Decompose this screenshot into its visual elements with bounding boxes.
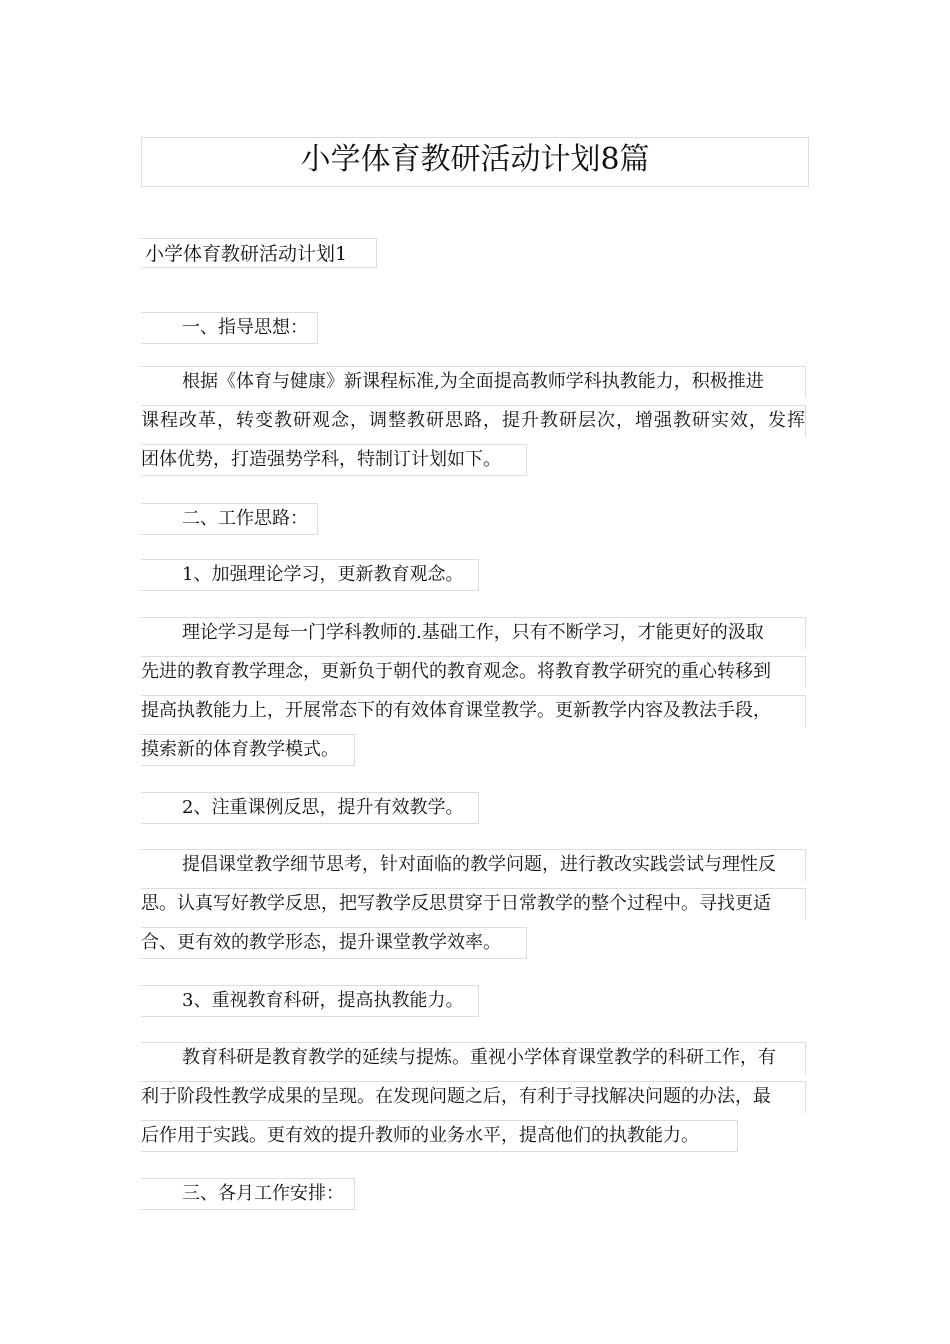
subheading-theory-study: 1、加强理论学习，更新教育观念。 — [141, 559, 479, 591]
heading-work-approach: 二、工作思路： — [141, 503, 318, 535]
paragraph-line: 教育科研是教育教学的延续与提炼。重视小学体育课堂教学的科研工作，有 — [141, 1042, 806, 1074]
paragraph-line: 后作用于实践。更有效的提升教师的业务水平，提高他们的执教能力。 — [141, 1120, 738, 1152]
paragraph-line: 利于阶段性教学成果的呈现。在发现问题之后，有利于寻找解决问题的办法，最 — [141, 1081, 806, 1113]
heading-monthly-schedule: 三、各月工作安排： — [141, 1178, 355, 1210]
paragraph-line: 根据《体育与健康》新课程标准,为全面提高教师学科执教能力，积极推进 — [141, 366, 806, 398]
heading-guiding-thought: 一、指导思想： — [141, 312, 318, 344]
paragraph-line: 团体优势，打造强势学科，特制订计划如下。 — [141, 444, 527, 476]
subheading-lesson-reflection: 2、注重课例反思，提升有效教学。 — [141, 792, 479, 824]
paragraph-line: 思。认真写好教学反思，把写教学反思贯穿于日常教学的整个过程中。寻找更适 — [141, 888, 806, 920]
paragraph-line: 课程改革，转变教研观念，调整教研思路，提升教研层次，增强教研实效，发挥 — [141, 405, 806, 437]
subheading-research: 3、重视教育科研，提高执教能力。 — [141, 985, 479, 1017]
document-title: 小学体育教研活动计划8篇 — [141, 137, 809, 187]
paragraph-line: 摸索新的体育教学模式。 — [141, 734, 355, 766]
section-title: 小学体育教研活动计划1 — [141, 238, 377, 268]
paragraph-line: 提倡课堂教学细节思考，针对面临的教学问题，进行教改实践尝试与理性反 — [141, 849, 806, 881]
paragraph-line: 合、更有效的教学形态，提升课堂教学效率。 — [141, 927, 527, 959]
paragraph-line: 理论学习是每一门学科教师的.基础工作，只有不断学习，才能更好的汲取 — [141, 617, 806, 649]
paragraph-line: 先进的教育教学理念，更新负于朝代的教育观念。将教育教学研究的重心转移到 — [141, 656, 806, 688]
paragraph-line: 提高执教能力上，开展常态下的有效体育课堂教学。更新教学内容及教法手段， — [141, 695, 806, 727]
